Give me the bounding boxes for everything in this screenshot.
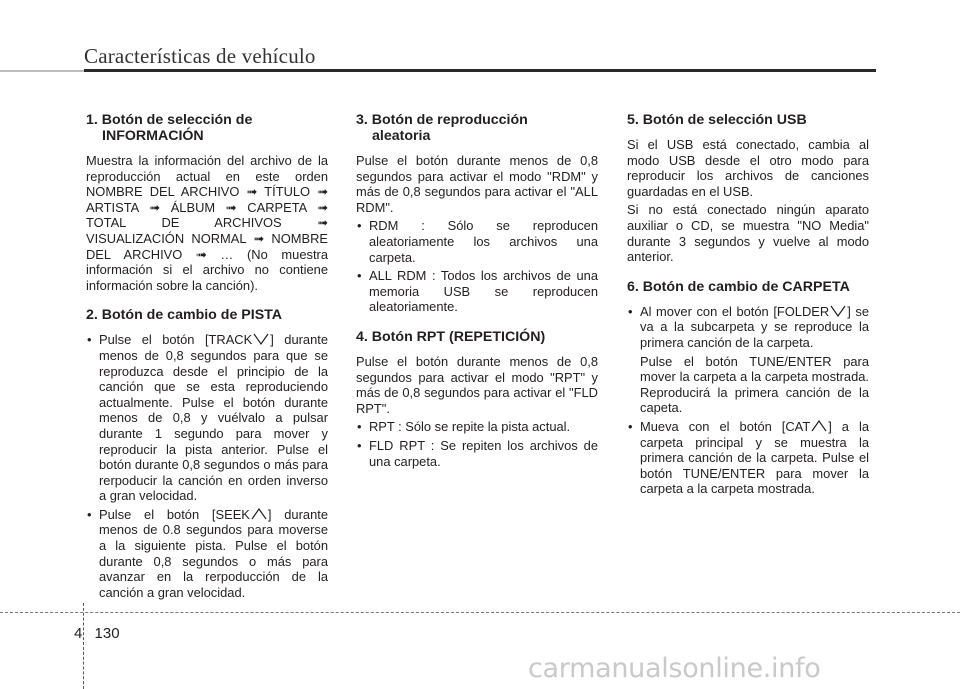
header-rule (84, 69, 876, 72)
footer-divider (83, 603, 85, 689)
track-bullet-post: ] durante menos de 0,8 segundos para que se reproduzca desde el principio de la canción que se esta reproduciendo actualmente. Pulse el botón durante menos de 0,8 y vuélvalo a pulsar durante 1 segundo para mover y reproducir la pista anterior. Pulse el botón durante 0,8 segundos o más para rerpoducir la canción en orden inverso a gran velocidad. (99, 332, 328, 504)
page-header-title: Características de vehículo (84, 44, 316, 68)
chevron-down-icon (252, 332, 270, 346)
chevron-down-icon (829, 304, 847, 318)
section-3-bullet-all-rdm: • ALL RDM : Todos los archivos de una memoria USB se reproducen aleatoriamente. (356, 268, 598, 315)
section-4-list (356, 419, 598, 469)
chevron-up-icon (810, 419, 828, 433)
watermark: carmanualsonline.info (528, 653, 821, 684)
section-1-title (86, 112, 328, 144)
section-3-title-line2: aleatoria (372, 128, 431, 144)
section-3-title-line1: 3. Botón de reproducción (356, 112, 528, 128)
folder-bullet-text-2: Pulse el botón TUNE/ENTER para mover la carpeta a la carpeta mostrada. Reproducirá la primera canción de la capeta. (640, 353, 869, 416)
section-3-text: Pulse el botón durante menos de 0,8 segundos para activar el modo "RDM" y más de 0,8 segundos para activar el "ALL RDM". (356, 153, 598, 215)
column-3 (627, 112, 869, 500)
folder-bullet-pre: Al mover con el botón [FOLDER (640, 303, 830, 319)
section-2-bullet-track (86, 332, 328, 504)
section-2-list (86, 332, 328, 600)
cat-bullet-post: ] a la carpeta principal y se muestra la primera canción de la carpeta. Pulse el botón TUNE/ENTER para mover la carpeta a la carpeta mostrada. (640, 418, 869, 497)
section-6-bullet-cat (627, 419, 869, 497)
footer-rule (0, 612, 960, 613)
seek-bullet-pre: Pulse el botón [SEEK (99, 506, 250, 522)
section-4-text: Pulse el botón durante menos de 0,8 segundos para activar el modo "RPT" y más de 0,8 segundos para activar el "FLD RPT". (356, 353, 598, 416)
column-2 (356, 112, 598, 472)
cat-bullet-pre: Mueva con el botón [CAT (640, 418, 811, 434)
section-3-title (356, 112, 598, 144)
section-4-bullet-rpt: • RPT : Sólo se repite la pista actual. (356, 419, 598, 435)
seek-bullet-post: ] durante menos de 0.8 segundos para moverse a la siguiente pista. Pulse el botón durante 0,8 segundos o más para avanzar en la rerpoducción de la canción a gran velocidad. (99, 506, 328, 600)
page-number (74, 625, 120, 642)
chapter-number: 4 (74, 625, 83, 642)
section-2-bullet-seek (86, 507, 328, 601)
section-1-title-line2: INFORMACIÓN (102, 128, 204, 144)
column-1 (86, 112, 328, 603)
track-bullet-pre: Pulse el botón [TRACK (99, 332, 253, 348)
section-6-list (627, 304, 869, 497)
section-2-title: 2. Botón de cambio de PISTA (86, 307, 283, 324)
section-3-bullet-rdm: • RDM : Sólo se reproducen aleatoriamente los archivos una carpeta. (356, 218, 598, 265)
section-5-title: 5. Botón de selección USB (627, 112, 807, 128)
section-4-bullet-fld-rpt: • FLD RPT : Se repiten los archivos de una carpeta. (356, 438, 598, 469)
page-number-value: 130 (94, 625, 120, 642)
section-3-list (356, 218, 598, 315)
folder-bullet-post: ] se va a la subcarpeta y se reproduce la primera canción de la carpeta. (640, 303, 869, 350)
section-4-title: 4. Botón RPT (REPETICIÓN) (356, 328, 546, 345)
header-rule-left (0, 70, 84, 72)
section-1-title-line1: 1. Botón de selección de (86, 112, 253, 128)
section-6-title: 6. Botón de cambio de CARPETA (627, 278, 850, 295)
chevron-up-icon (250, 507, 268, 521)
section-1-text: Muestra la información del archivo de la reproducción actual en este orden NOMBRE DEL ARCHIVO ➟ TÍTULO ➟ ARTISTA ➟ ÁLBUM ➟ CARPETA ➟ TOTAL DE ARCHIVOS ➟ VISUALIZACIÓN NORMAL ➟ NOMBRE DEL ARCHIVO ➟ … (No muestra información si el archivo no contiene información sobre la canción). (86, 153, 328, 293)
section-5-text-2: Si no está conectado ningún aparato auxiliar o CD, se muestra "NO Media" durante 3 segundos y vuelve al modo anterior. (627, 202, 869, 265)
section-5-text-1: Si el USB está conectado, cambia al modo USB desde el otro modo para reproducir los archivos de canciones guardadas en el USB. (627, 137, 869, 199)
section-6-bullet-folder (627, 304, 869, 416)
